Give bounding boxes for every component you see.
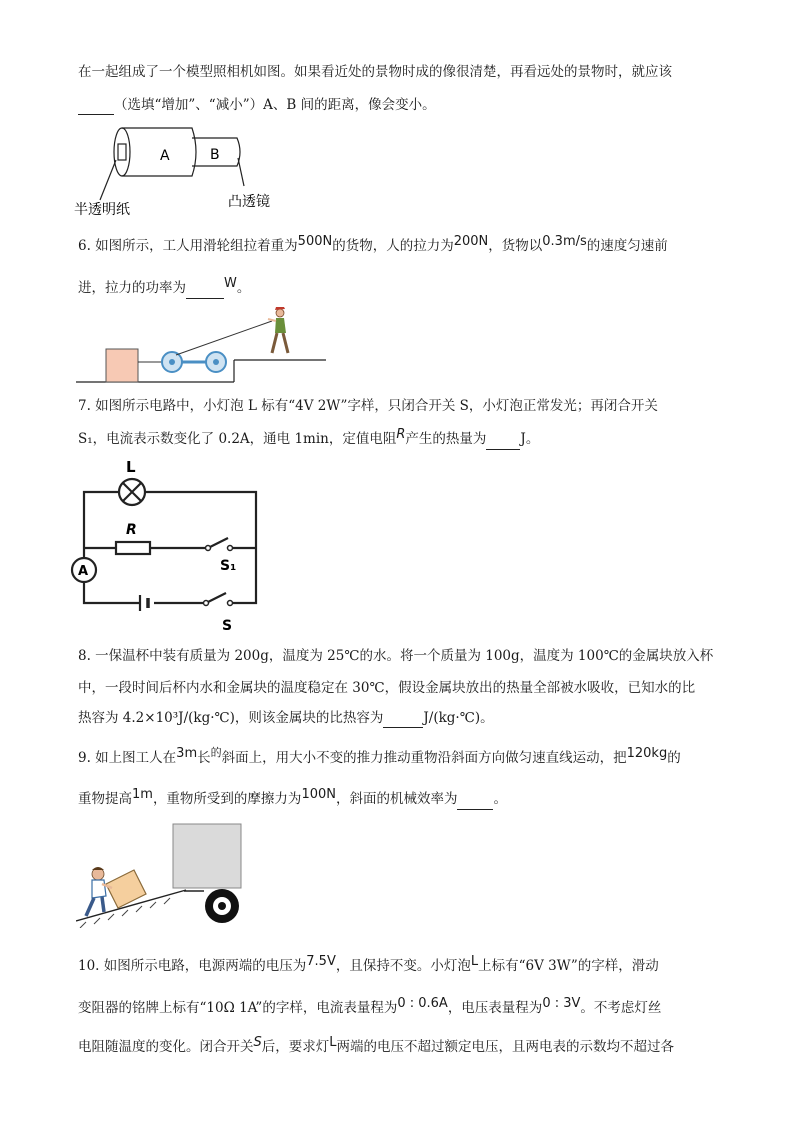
switch-s-label: S <box>222 618 233 634</box>
q10-ammeter-range: 0 : 0.6A <box>397 996 448 1011</box>
q9-text-3: 斜面上，用大小不变的推力推动重物沿斜面方向做匀速直线运动，把 <box>221 750 627 766</box>
truck-body <box>173 824 241 888</box>
q7-text-2: 产生的热量为 <box>405 431 487 447</box>
q9-text-4: 的 <box>667 750 681 766</box>
q8-text-2: J/(kg·℃)。 <box>423 710 494 726</box>
q6-line-2 <box>78 278 250 299</box>
label-translucent-paper: 半透明纸 <box>74 202 130 218</box>
q10-switch-symbol: S <box>253 1035 262 1050</box>
q10-text-9: 两端的电压不超过额定电压，且两电表的示数均不超过各 <box>336 1039 675 1055</box>
q9-text-8: 。 <box>493 791 507 807</box>
q9-text-5: 重物提高 <box>78 791 132 807</box>
q9-height: 1m <box>132 787 153 802</box>
label-b: B <box>210 147 220 163</box>
q10-line-3 <box>78 1037 674 1058</box>
q10-text-2: ，且保持不变。小灯泡 <box>335 958 471 974</box>
q6-weight: 500N <box>297 234 333 249</box>
q10-line-1 <box>78 956 659 977</box>
switch-s1 <box>208 538 228 548</box>
q9-text-7: ，斜面的机械效率为 <box>335 791 458 807</box>
q9-superscript: 的 <box>210 746 222 759</box>
answer-blank[interactable] <box>78 100 114 115</box>
label-a: A <box>160 148 170 164</box>
answer-blank[interactable] <box>186 284 224 299</box>
q10-voltage: 7.5V <box>306 954 336 969</box>
q6-text-3: ，货物以 <box>488 238 543 254</box>
q10-lamp-symbol: L <box>470 954 479 969</box>
q5-line-2 <box>78 95 436 115</box>
q6-text-5: 进，拉力的功率为 <box>78 280 186 296</box>
q6-speed: 0.3m/s <box>542 234 587 249</box>
camera-model-figure <box>72 120 302 220</box>
tube-a-outline <box>122 128 196 176</box>
answer-blank[interactable] <box>383 713 423 728</box>
q6-text-4: 的速度匀速前 <box>586 238 668 254</box>
q5-line-2-text: （选填“增加”、“减小”）A、B 间的距离，像会变小。 <box>114 97 436 113</box>
q8-line-1: 8. 一保温杯中装有质量为 200g，温度为 25℃的水。将一个质量为 100g，温度为 100℃的金属块放入杯 <box>78 648 714 664</box>
q8-line-3 <box>78 708 494 728</box>
q10-line-2 <box>78 998 661 1019</box>
q7-text-3: J。 <box>520 431 540 447</box>
q8-text-1: 热容为 4.2×10³J/(kg·℃)，则该金属块的比热容为 <box>78 710 384 726</box>
paper-pointer <box>100 160 116 200</box>
worker <box>268 307 288 353</box>
switch-s1-label: S₁ <box>220 558 237 574</box>
answer-blank[interactable] <box>486 435 520 450</box>
pulley-figure <box>76 305 336 385</box>
circuit-figure-q7 <box>70 458 270 638</box>
q7-text-1: S₁，电流表示数变化了 0.2A，通电 1min，定值电阻 <box>78 431 397 447</box>
label-convex-lens: 凸透镜 <box>228 194 270 210</box>
ammeter-label: A <box>78 564 89 579</box>
q9-length: 3m <box>176 746 198 761</box>
q10-text-3: 上标有“6V 3W”的字样，滑动 <box>478 958 659 974</box>
q10-lamp-symbol-2: L <box>329 1035 337 1050</box>
q10-text-6: 。不考虑灯丝 <box>580 1000 662 1016</box>
q9-mass: 120kg <box>626 746 668 761</box>
q6-text-1: 6. 如图所示，工人用滑轮组拉着重为 <box>78 238 298 254</box>
lens-pointer <box>238 158 244 186</box>
q7-line-1: 7. 如图所示电路中，小灯泡 L 标有“4V 2W”字样，只闭合开关 S，小灯泡正常发光；再闭合开关 <box>78 398 658 414</box>
q6-line-1 <box>78 236 668 257</box>
q9-line-1 <box>78 748 681 769</box>
q6-unit: W <box>224 276 237 291</box>
q9-text-6: ，重物所受到的摩擦力为 <box>152 791 302 807</box>
q6-force: 200N <box>453 234 489 249</box>
q9-friction: 100N <box>301 787 336 802</box>
translucent-paper <box>118 144 126 160</box>
worker <box>86 867 112 916</box>
q7-resistor-symbol: R <box>396 427 406 442</box>
lamp-label: L <box>126 458 136 476</box>
q7-line-2 <box>78 429 539 450</box>
q9-text-2: 长 <box>197 750 211 766</box>
q6-text-2: 的货物，人的拉力为 <box>332 238 454 254</box>
q9-text-1: 9. 如上图工人在 <box>78 750 177 766</box>
resistor-r <box>116 542 150 554</box>
q8-line-2: 中，一段时间后杯内水和金属块的温度稳定在 30℃，假设金属块放出的热量全部被水吸收，已知水的比 <box>78 680 696 696</box>
q5-line-1: 在一起组成了一个模型照相机如图。如果看近处的景物时成的像很清楚，再看远处的景物时，就应该 <box>78 64 672 80</box>
answer-blank[interactable] <box>457 795 493 810</box>
q10-text-5: ，电压表量程为 <box>447 1000 543 1016</box>
q10-voltmeter-range: 0 : 3V <box>542 996 581 1011</box>
rope <box>176 321 272 355</box>
ramp-truck-figure <box>76 818 256 928</box>
tube-a-end <box>114 128 130 176</box>
q10-text-8: 后，要求灯 <box>261 1039 330 1055</box>
q6-end: 。 <box>236 280 251 296</box>
q9-line-2 <box>78 789 507 810</box>
q10-text-4: 变阻器的铭牌上标有“10Ω 1A”的字样，电流表量程为 <box>78 1000 398 1016</box>
q10-text-7: 电阻随温度的变化。闭合开关 <box>78 1039 254 1055</box>
cargo-box <box>106 349 138 382</box>
switch-s <box>206 593 226 603</box>
resistor-label: R <box>126 522 137 538</box>
q10-text-1: 10. 如图所示电路，电源两端的电压为 <box>78 958 307 974</box>
